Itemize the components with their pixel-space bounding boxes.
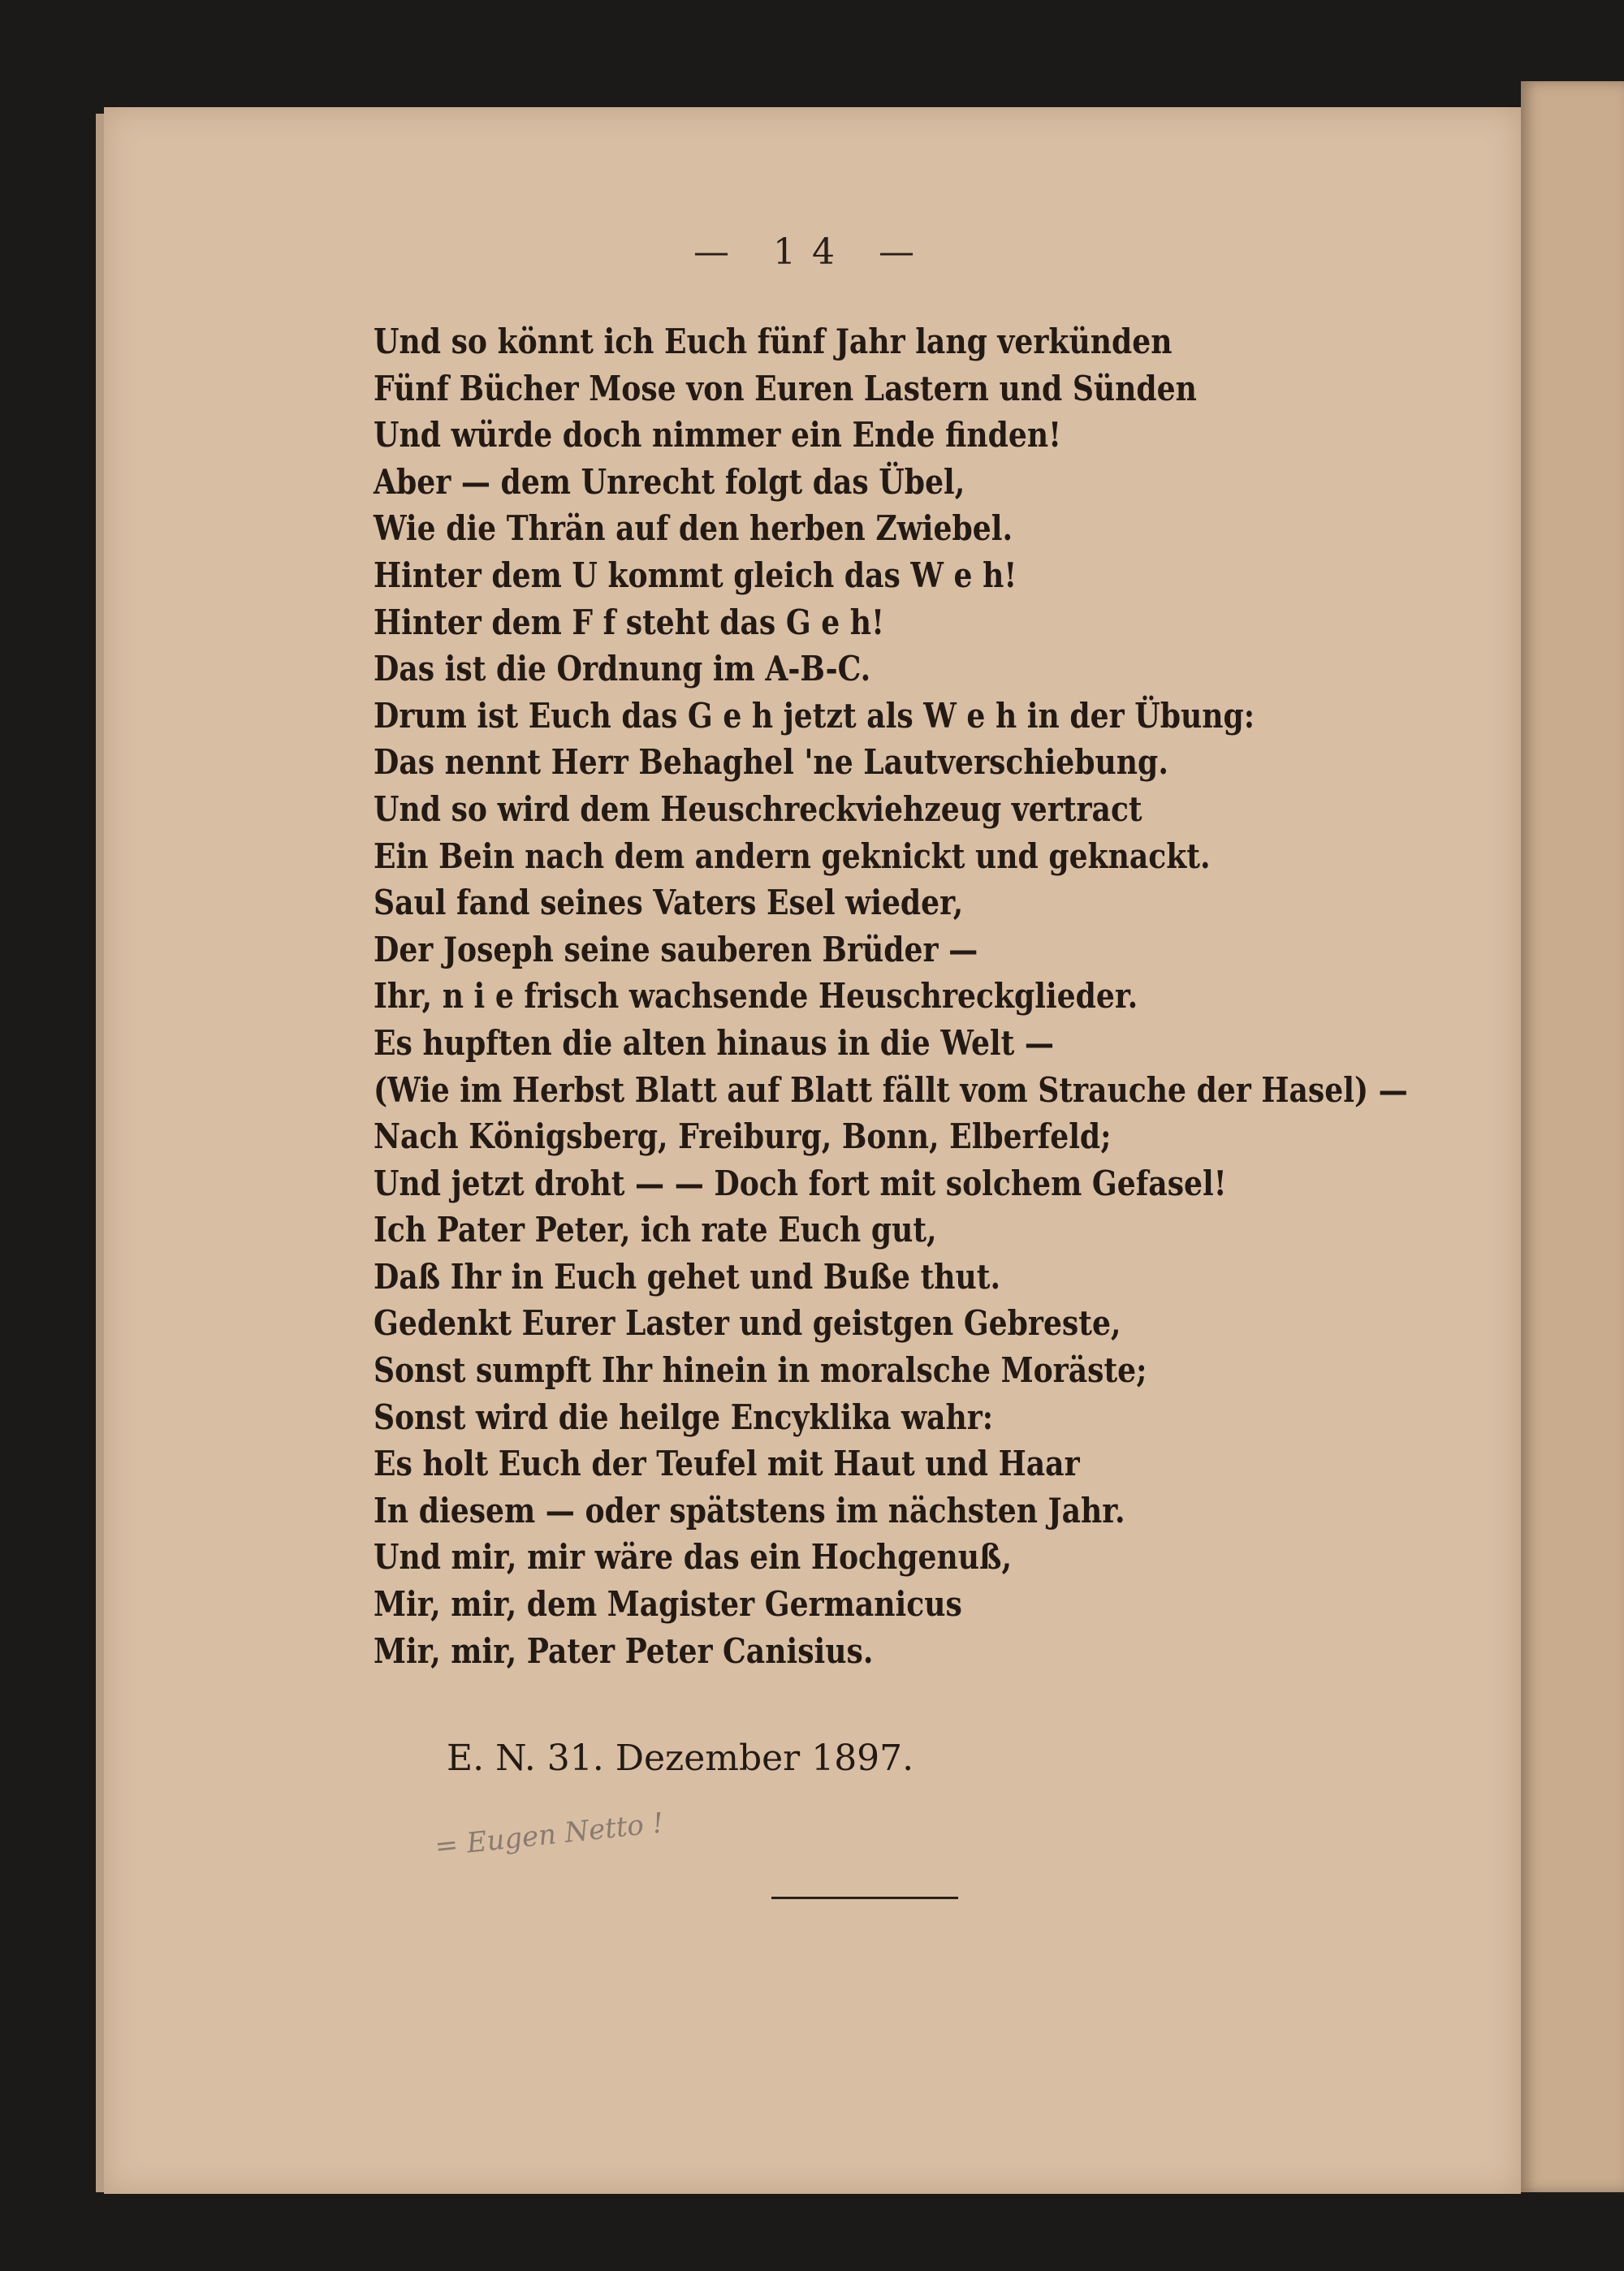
poem-line: Und so wird dem Heuschreckviehzeug vertract <box>374 788 1142 829</box>
poem-line: Mir, mir, Pater Peter Canisius. <box>374 1630 874 1671</box>
poem-line: Nach Königsberg, Freiburg, Bonn, Elberfeld; <box>374 1116 1112 1157</box>
poem-line: Ihr, n i e frisch wachsende Heuschreckglieder. <box>374 976 1138 1017</box>
poem-line: Saul fand seines Vaters Esel wieder, <box>374 883 964 923</box>
signature-date: E. N. 31. Dezember 1897. <box>447 1738 914 1779</box>
poem-line: Und mir, mir wäre das ein Hochgenuß, <box>374 1537 1013 1578</box>
poem-line: Fünf Bücher Mose von Euren Lastern und Sünden <box>374 368 1197 408</box>
poem-line: Wie die Thrän auf den herben Zwiebel. <box>374 508 1013 549</box>
poem-line: Hinter dem F f steht das G e h! <box>374 602 884 642</box>
poem-line: Es holt Euch der Teufel mit Haut und Haar <box>374 1444 1080 1484</box>
page-number: — 14 — <box>693 231 931 273</box>
handwritten-note: = Eugen Netto ! <box>433 1807 666 1863</box>
poem-line: In diesem — oder spätstens im nächsten Jahr. <box>374 1490 1125 1531</box>
poem-line: Daß Ihr in Euch gehet und Buße thut. <box>374 1256 1001 1297</box>
poem-line: Und so könnt ich Euch fünf Jahr lang verkünden <box>374 322 1173 361</box>
poem-line: Sonst wird die heilge Encyklika wahr: <box>374 1397 994 1437</box>
poem-line: Und würde doch nimmer ein Ende finden! <box>374 415 1061 455</box>
poem-text <box>374 318 1408 1674</box>
poem-line: Das ist die Ordnung im A-B-C. <box>374 649 871 689</box>
poem-line: Der Joseph seine sauberen Brüder — <box>374 929 978 969</box>
poem-line: Gedenkt Eurer Laster und geistgen Gebreste, <box>374 1303 1121 1344</box>
poem-line: Hinter dem U kommt gleich das W e h! <box>374 555 1017 595</box>
poem-line: Ein Bein nach dem andern geknickt und geknackt. <box>374 835 1211 876</box>
poem-line: Das nennt Herr Behaghel 'ne Lautverschiebung. <box>374 742 1168 783</box>
poem-line: Sonst sumpft Ihr hinein in moralsche Moräste; <box>374 1350 1147 1391</box>
poem-line: Es hupften die alten hinaus in die Welt — <box>374 1022 1055 1063</box>
poem-line: Aber — dem Unrecht folgt das Übel, <box>374 461 965 502</box>
book-edge-right <box>1521 81 1624 2192</box>
end-rule <box>771 1897 958 1899</box>
poem-line: Und jetzt droht — — Doch fort mit solchem Gefasel! <box>374 1163 1227 1203</box>
poem-line: Mir, mir, dem Magister Germanicus <box>374 1584 962 1625</box>
poem-line: Ich Pater Peter, ich rate Euch gut, <box>374 1210 937 1250</box>
poem-line: Drum ist Euch das G e h jetzt als W e h in der Übung: <box>374 695 1255 736</box>
poem-line: (Wie im Herbst Blatt auf Blatt fällt vom Strauche der Hasel) — <box>374 1069 1408 1110</box>
